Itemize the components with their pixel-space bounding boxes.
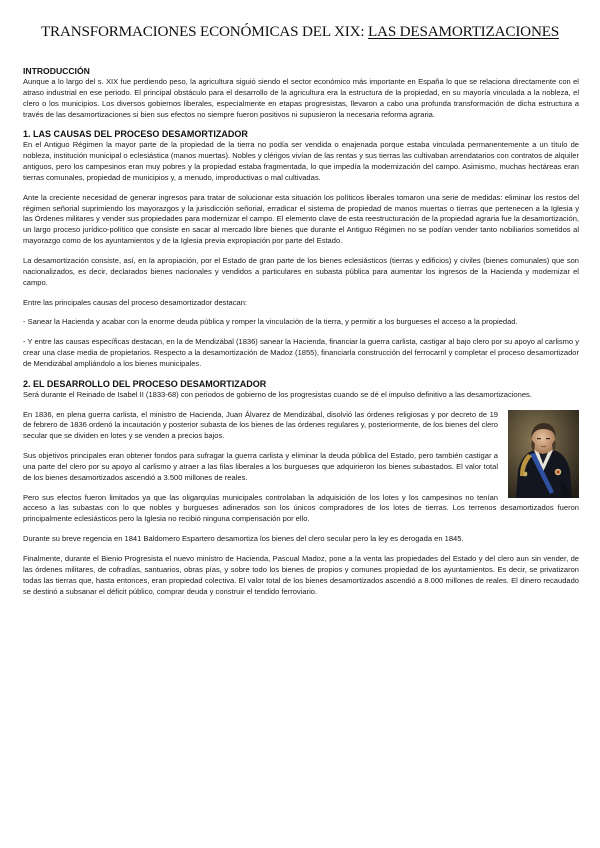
portrait-image [508,410,579,498]
document-body [23,66,579,606]
section-2-heading: 2. EL DESARROLLO DEL PROCESO DESAMORTIZADOR [23,378,267,389]
section-2-paragraph-6: Finalmente, durante el Bienio Progresista el nuevo ministro de Hacienda, Pascual Madoz, pone a la venta las propiedades del Estado y del clero aun sin vender, de las órdenes militares, de cofradías, santuarios, obras pías, y sobre todo los bienes de propios y comunes propiedad de los ayuntamientos. Es decir, se privatizaron todas las tierras que, hasta entonces, eran propiedad colectiva. El valor total de los bienes desamortizados ascendió a 8.000 millones de reales. El dinero recaudado se destinó a subsanar el déficit público, comprar deuda y construir el tendido ferroviario. [23,554,579,596]
section-1 [23,129,579,369]
section-2-paragraph-2: En 1836, en plena guerra carlista, el ministro de Hacienda, Juan Álvarez de Mendizábal, disolvió las órdenes religiosas y por decreto de 19 de febrero de 1836 ordenó la incautación y posterior subasta de los bienes de las órdenes regulares y, posteriormente, de los bienes del clero secular que se dividen en lotes y se venden a precios bajos. [23,409,498,441]
title-part1: TRANSFORMACIONES ECONÓMICAS DEL XIX: [40,23,368,40]
section-1-paragraph-4: Entre las principales causas del proceso desamortizador destacan: [23,297,248,307]
section-1-paragraph-3: La desamortización consiste, así, en la apropiación, por el Estado de gran parte de los bienes eclesiásticos (tierras y edificios) y civiles (bienes comunales) que son nacionalizados, es decir, declarados bienes nacionales y vendidos a particulares en subasta pública para aumentar los ingresos de la Hacienda y modernizar el campo. [23,255,579,287]
section-2 [23,379,579,598]
section-1-paragraph-6: - Y entre las causas específicas destacan, en la de Mendizábal (1836) sanear la Hacienda, financiar la guerra carlista, castigar al bajo clero por su apoyo al carlismo y crear una clase media de propietarios. Respecto a la desamortización de Madoz (1855), financiarla construcción del ferrocarril y completar el proceso desamortizador de Mendizábal ampliándolo a los bienes municipales. [23,337,579,368]
section-1-paragraph-5: - Sanear la Hacienda y acabar con la enorme deuda pública y romper la vinculación de la tierra, y permitir a los burgueses el acceso a la propiedad. [23,317,518,327]
title-part2: LAS DESAMORTIZACIONES [367,23,560,40]
section-1-heading: 1. LAS CAUSAS DEL PROCESO DESAMORTIZADOR [23,129,248,140]
mendizabal-portrait [508,410,579,498]
intro-heading: INTRODUCCIÓN [23,66,90,76]
section-2-paragraph-1: Será durante el Reinado de Isabel II (1833-68) con periodos de gobierno de los progresistas cuando se dé el impulso definitivo a las desamortizaciones. [23,389,532,399]
section-1-paragraph-2: Ante la creciente necesidad de generar ingresos para tratar de solucionar esta situación los políticos liberales tomaron una serie de medidas: eliminar los restos del régimen señorial suprimiendo los mayorazgos y la jurisdicción señorial, erradicar el sistema de propiedad de manos muertas o tierras que pertenecen a la Iglesia y las Órdenes militares y vender sus propiedades para modernizar el campo. El elemento clave de esta reestructuración de la propiedad agraria fue la desamortización, un largo proceso jurídico-político que consiste en sacar al mercado libre bienes que durante el Antiguo Régimen no se podían vender tanto nobiliarios sometidos al mayorazgo como de los ayuntamientos y de la Iglesia previa expropiación por parte del Estado. [23,192,579,246]
section-1-paragraph-1: En el Antiguo Régimen la mayor parte de la propiedad de la tierra no podía ser vendida o enajenada porque estaba vinculada permanentemente a un título de nobleza, institución municipal o eclesiástica (manos muertas). Nobles y clérigos vivían de las rentas y sus tierras las cultivaban arrendatarios con contratos de alquiler antiguos, pero los campesinos eran muy pobres y la propiedad estaba fragmentada, lo que impedía la modernización del campo. Asimismo, muchas hectáreas eran tierras comunales, propiedad de municipios y, a menudo, improductivas o mal cultivadas. [23,140,579,182]
section-2-paragraph-5: Durante su breve regencia en 1841 Baldomero Espartero desamortiza los bienes del clero secular pero la ley es derogada en 1845. [23,534,464,544]
intro-paragraph: Aunque a lo largo del s. XIX fue perdiendo peso, la agricultura siguió siendo el sector económico más importante en España lo que se relaciona directamente con el atraso industrial en ese periodo. El principal obstáculo para el desarrollo de la agricultura era la estructura de la propiedad, en su mayoría vinculada a la nobleza, el clero o los municipios. Los diversos gobiernos liberales, especialmente en etapas progresistas, llevaron a cabo una profunda transformación de dicha estructura a través de las desamortizaciones si bien sus efectos no siempre fueron positivos ni supusieron la necesaria reforma agraria. [23,77,579,119]
section-2-paragraph-3: Sus objetivos principales eran obtener fondos para sufragar la guerra carlista y eliminar la deuda pública del Estado, pero también castigar a una parte del clero por su apoyo al carlismo y atraer a las filas liberales a los burgueses que adquirieron los bienes subastados. El valor total de los bienes desamortizados ascendió a 3.500 millones de reales. [23,451,498,482]
section-2-paragraph-4: Pero sus efectos fueron limitados ya que las oligarquías municipales controlaban la adquisición de los lotes y los campesinos no tenían acceso a las subastas con lo que nobles y burgueses adinerados son los únicos compradores de los lotes de tierras. Los terrenos desamortizados fueron principalmente eclesiásticos pero la Iglesia no recibió ninguna compensación por ello. [23,492,579,524]
document-title [0,23,600,41]
intro-section [23,66,579,120]
